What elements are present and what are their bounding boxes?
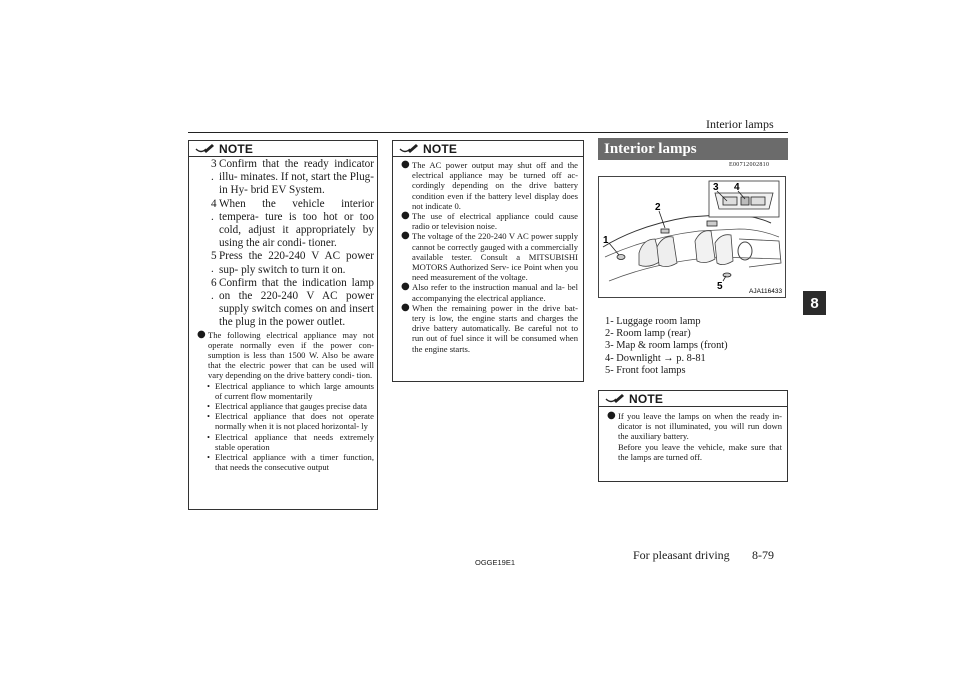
sub-item-text: Electrical appliance to which large amounts of current flow momentarily (215, 380, 374, 401)
step-dot: . (211, 289, 214, 302)
callout-3: 3 (713, 182, 719, 193)
page-header-title: Interior lamps (706, 117, 774, 131)
bullet-text: The use of electrical appliance could cause radio or television noise. (412, 211, 578, 232)
sub-item (197, 432, 374, 452)
note-label: NOTE (219, 141, 254, 156)
bullet-text: The voltage of the 220-240 V AC power supply cannot be correctly gauged with a commercially available tester. Consult a MITSUBISHI MOTORS Authorized Serv- ice Point when you need measurement of the voltage. (412, 231, 578, 283)
step-text: Press the 220-240 V AC power sup- ply switch to turn it on. (219, 250, 374, 276)
legend-item: 5- Front foot lamps (605, 364, 686, 376)
chapter-tab: 8 (803, 291, 826, 315)
sub-item (197, 381, 374, 401)
car-interior-illustration (599, 177, 785, 297)
note-label: NOTE (629, 391, 664, 406)
bullet-dot-icon: ● (401, 301, 410, 313)
header-rule (188, 132, 788, 133)
sub-bullet-icon: • (207, 431, 211, 442)
callout-1: 1 (603, 235, 609, 246)
callout-4: 4 (734, 182, 740, 193)
legend-item-downlight-link[interactable]: 4- Downlight → p. 8-81 (605, 352, 706, 364)
note-pencil-icon (605, 393, 625, 405)
bullet-item (197, 330, 374, 381)
sub-bullet-icon: • (207, 401, 211, 412)
note-box-right (598, 390, 788, 482)
note-header (599, 391, 787, 407)
step-number: 4 (211, 197, 217, 210)
section-code: E00712002810 (729, 162, 770, 168)
step-number: 5 (211, 250, 217, 263)
bullet-dot-icon: ● (607, 410, 616, 421)
step-number: 3 (211, 158, 217, 170)
bullet-text: The AC power output may shut off and the electrical appliance may be turned off ac- cordingly depending on the drive battery condition even if the battery level display does not indicate 0. (412, 160, 578, 211)
step-item (189, 158, 379, 198)
lamp-legend (605, 316, 728, 377)
step-item (189, 198, 379, 251)
legend-item: 1- Luggage room lamp (605, 316, 701, 327)
footer-section-name: For pleasant driving (633, 548, 730, 562)
bullet-item (401, 160, 578, 211)
sub-item (197, 411, 374, 431)
bullet-dot-icon: ● (401, 159, 410, 170)
sub-item (197, 452, 374, 472)
legend-item: 2- Room lamp (rear) (605, 328, 691, 340)
bullet-dot-icon: ● (197, 328, 206, 340)
sub-item-text: Electrical appliance that does not operate normally when it is not placed horizontal- ly (215, 411, 374, 432)
bullet-text: If you leave the lamps on when the ready in- dicator is not illuminated, you will run down the auxiliary battery. (618, 411, 782, 442)
bullet-dot-icon: ● (401, 210, 410, 222)
step-text: Confirm that the indication lamp on the 220-240 V AC power supply switch comes on and insert the plug in the power outlet. (219, 276, 374, 329)
bullet-item (401, 231, 578, 282)
sub-bullet-icon: • (207, 452, 211, 463)
note-pencil-icon (399, 143, 419, 155)
bullet-text: When the remaining power in the drive bat- tery is low, the engine starts and charges the drive battery automatically. Be careful not to run out of fuel since it will be consumed when the engine starts. (412, 302, 578, 354)
step-number: 6 (211, 276, 217, 289)
bullet-item (401, 303, 578, 354)
footer-doc-code: OGGE19E1 (475, 558, 516, 567)
note-header (189, 141, 377, 157)
step-dot: . (211, 263, 214, 276)
note-label: NOTE (423, 141, 458, 156)
bullet-text-continued: Before you leave the vehicle, make sure that the lamps are turned off. (618, 441, 782, 462)
step-list (189, 158, 379, 472)
note-box-left (188, 140, 378, 510)
step-item (189, 277, 379, 330)
step-text: When the vehicle interior tempera- ture is too hot or too cold, adjust it appropriately by using the air condi- tioner. (219, 197, 374, 250)
sub-bullet-icon: • (207, 411, 211, 422)
interior-lamps-diagram (598, 176, 786, 298)
bullet-item (607, 411, 782, 462)
sub-item-text: Electrical appliance with a timer function, that needs the consecutive output (215, 452, 374, 473)
bullet-list (599, 411, 787, 462)
step-dot: . (211, 171, 214, 183)
note-pencil-icon (195, 143, 215, 155)
step-dot: . (211, 210, 214, 223)
bullet-text: The following electrical appliance may not operate normally even if the power con- sumption is less than 1500 W. Also be aware that the electric power that can be used will vary depending on the drive battery condi- tion. (208, 329, 374, 381)
callout-2: 2 (655, 202, 661, 213)
legend-item: 3- Map & room lamps (front) (605, 340, 728, 352)
bullet-dot-icon: ● (401, 230, 410, 242)
step-item (189, 250, 379, 276)
sub-item-text: Electrical appliance that gauges precise data (215, 401, 367, 412)
bullet-text: Also refer to the instruction manual and la- bel accompanying the electrical appliance. (412, 282, 578, 303)
diagram-reference: AJA116433 (749, 288, 783, 295)
bullet-list (393, 160, 583, 354)
bullet-list (189, 330, 379, 473)
step-text: Confirm that the ready indicator illu- minates. If not, start the Plug-in Hy- brid EV System. (219, 158, 374, 197)
bullet-item (401, 211, 578, 231)
bullet-item (401, 282, 578, 302)
section-title-bar: Interior lamps (598, 138, 788, 160)
sub-bullet-icon: • (207, 380, 211, 391)
sub-item-text: Electrical appliance that needs extremely stable operation (215, 431, 374, 452)
footer-page-number: 8-79 (752, 548, 774, 562)
note-header (393, 141, 583, 157)
callout-5: 5 (717, 281, 723, 292)
bullet-dot-icon: ● (401, 281, 410, 293)
sub-item (197, 401, 374, 411)
note-box-middle (392, 140, 584, 382)
